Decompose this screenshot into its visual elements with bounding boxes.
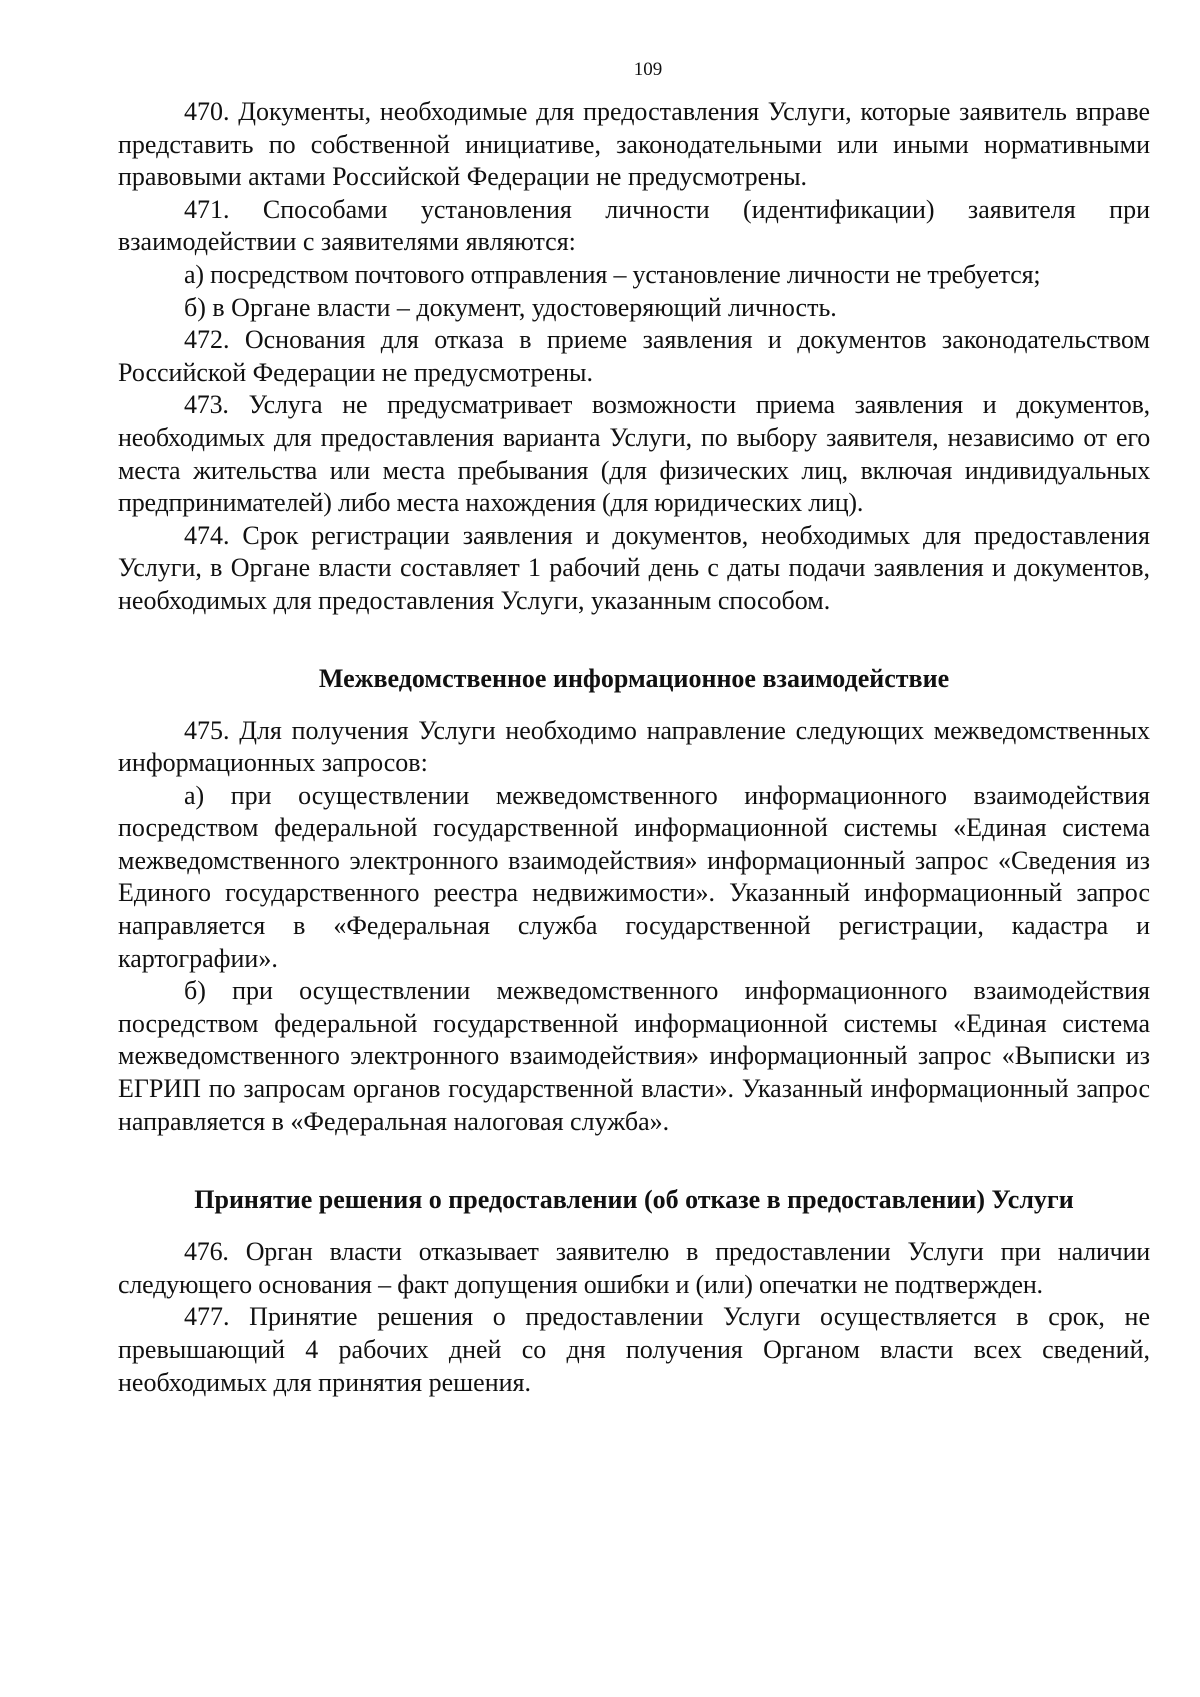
paragraph-474: 474. Срок регистрации заявления и документов, необходимых для предоставления Услуги, в Органе власти составляет 1 рабочий день с даты подачи заявления и документов, необходимых для предоставления Услуги, указанным способом. (118, 520, 1150, 615)
paragraph-471-b: б) в Органе власти – документ, удостоверяющий личность. (184, 292, 837, 322)
paragraph-471: 471. Способами установления личности (идентификации) заявителя при взаимодействии с заявителями являются: (118, 194, 1150, 257)
section-heading-decision: Принятие решения о предоставлении (об отказе в предоставлении) Услуги (194, 1185, 1074, 1215)
paragraph-476: 476. Орган власти отказывает заявителю в предоставлении Услуги при наличии следующего основания – факт допущения ошибки и (или) опечатки не подтвержден. (118, 1237, 1150, 1299)
section-heading-interagency: Межведомственное информационное взаимодействие (318, 663, 950, 693)
paragraph-475-b: б) при осуществлении межведомственного информационного взаимодействия посредством федеральной государственной информационной системы «Единая система межведомственного электронного взаимодействия» информационный запрос «Выписки из ЕГРИП по запросам органов государственной власти». Указанный информационный запрос направляется в «Федеральная налоговая служба». (118, 976, 1150, 1136)
paragraph-473: 473. Услуга не предусматривает возможности приема заявления и документов, необходимых для предоставления варианта Услуги, по выбору заявителя, независимо от его места жительства или места пребывания (для физических лиц, включая индивидуальных предпринимателей) либо места нахождения (для юридических лиц). (118, 390, 1150, 518)
paragraph-477: 477. Принятие решения о предоставлении Услуги осуществляется в срок, не превышающий 4 рабочих дней со дня получения Органом власти всех сведений, необходимых для принятия решения. (118, 1302, 1150, 1397)
paragraph-472: 472. Основания для отказа в приеме заявления и документов законодательством Российской Федерации не предусмотрены. (118, 325, 1150, 387)
paragraph-470: 470. Документы, необходимые для предоставления Услуги, которые заявитель вправе представить по собственной инициативе, законодательными или иными нормативными правовыми актами Российской Федерации не предусмотрены. (118, 97, 1150, 192)
paragraph-475: 475. Для получения Услуги необходимо направление следующих межведомственных информационных запросов: (118, 715, 1150, 778)
paragraph-471-a: а) посредством почтового отправления – установление личности не требуется; (184, 259, 1041, 289)
paragraph-475-a: а) при осуществлении межведомственного информационного взаимодействия посредством федеральной государственной информационной системы «Единая система межведомственного электронного взаимодействия» информационный запрос «Сведения из Единого государственного реестра недвижимости». Указанный информационный запрос направляется в «Федеральная служба государственной регистрации, кадастра и картографии». (118, 780, 1150, 973)
page-number: 109 (633, 59, 663, 80)
document-page (118, 58, 1150, 1399)
